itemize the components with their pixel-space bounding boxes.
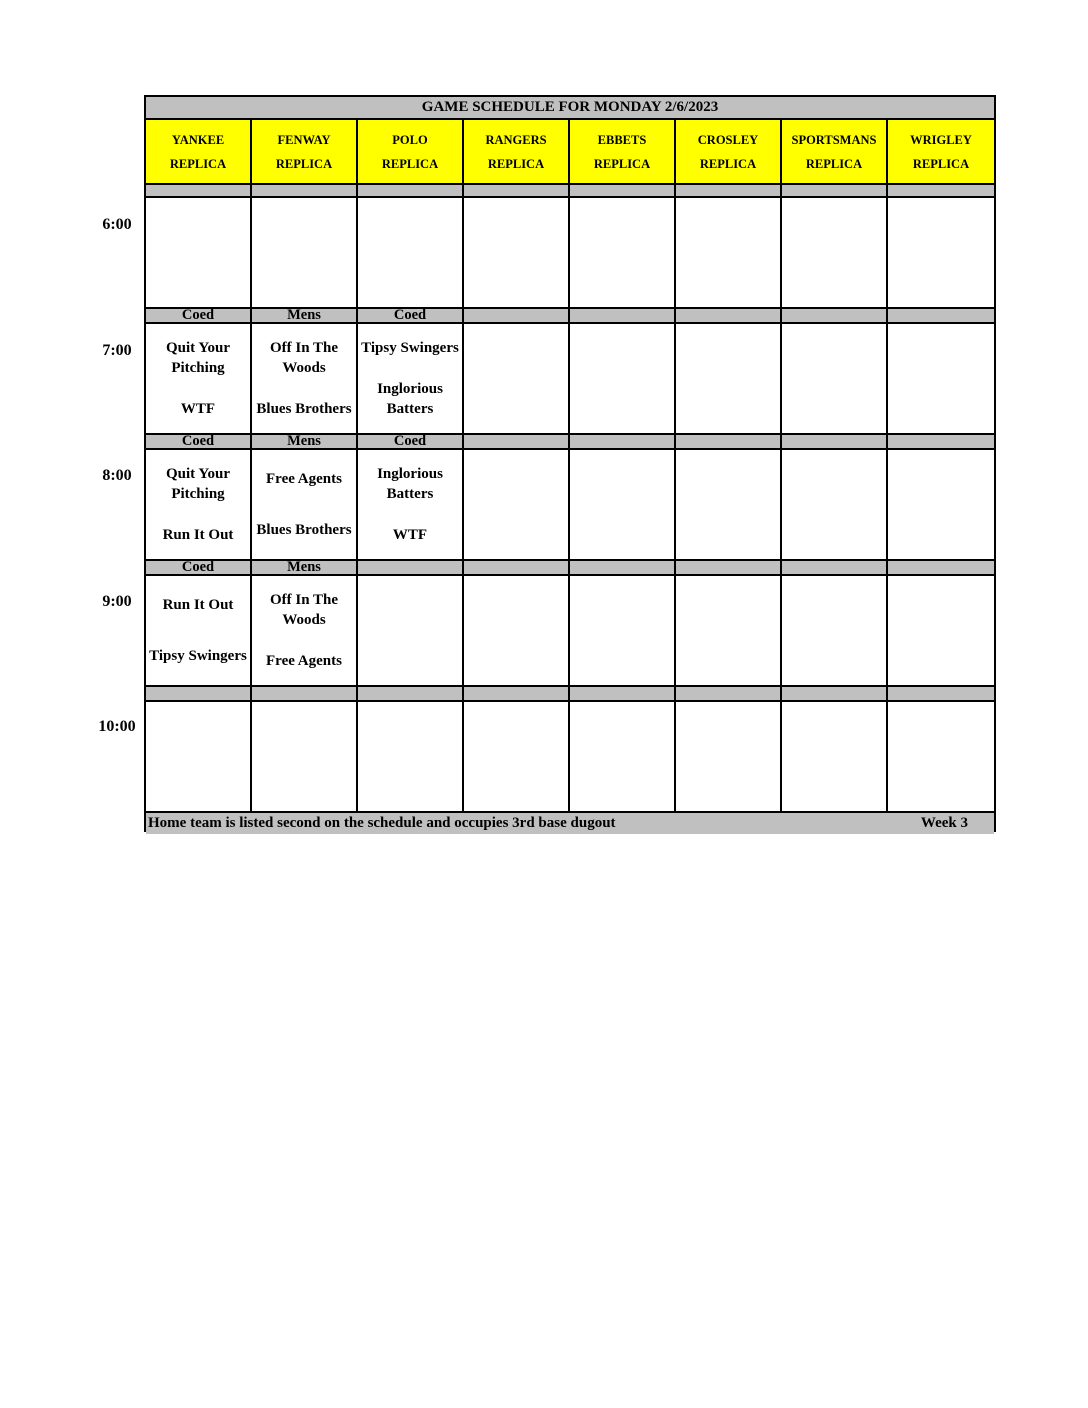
time-label: 7:00 bbox=[102, 342, 132, 359]
visiting-team: Free Agents bbox=[266, 471, 342, 488]
division-label bbox=[676, 183, 782, 198]
field-header bbox=[146, 120, 252, 183]
field-subtitle: REPLICA bbox=[381, 156, 439, 171]
game-cell bbox=[252, 576, 358, 685]
visiting-team: Quit Your Pitching bbox=[165, 466, 231, 503]
time-label: 10:00 bbox=[98, 718, 136, 735]
game-cell bbox=[676, 450, 782, 559]
home-team: WTF bbox=[180, 400, 216, 417]
game-cell bbox=[888, 450, 994, 559]
field-name: POLO bbox=[392, 132, 428, 147]
division-label bbox=[146, 685, 252, 702]
field-subtitle: REPLICA bbox=[593, 156, 651, 171]
division-label bbox=[464, 433, 570, 450]
division-label bbox=[888, 433, 994, 450]
game-cell bbox=[358, 576, 464, 685]
schedule-table bbox=[144, 95, 996, 832]
game-cell bbox=[676, 702, 782, 811]
game-cell bbox=[676, 198, 782, 307]
week-label: Week 3 bbox=[920, 815, 968, 831]
game-cell bbox=[888, 576, 994, 685]
game-cell bbox=[358, 702, 464, 811]
game-cell bbox=[782, 702, 888, 811]
game-cell bbox=[358, 324, 464, 433]
game-cell bbox=[146, 324, 252, 433]
game-cell bbox=[888, 324, 994, 433]
field-subtitle: REPLICA bbox=[805, 156, 863, 171]
home-team: Run It Out bbox=[162, 526, 234, 543]
division-label bbox=[464, 307, 570, 324]
visiting-team: Inglorious Batters bbox=[377, 466, 443, 503]
division-label bbox=[570, 183, 676, 198]
division-label bbox=[888, 307, 994, 324]
division-label: Coed bbox=[358, 307, 464, 324]
home-team: Blues Brothers bbox=[256, 521, 352, 538]
time-label: 9:00 bbox=[102, 593, 132, 610]
game-cell bbox=[782, 450, 888, 559]
division-label bbox=[888, 559, 994, 576]
field-subtitle: REPLICA bbox=[912, 156, 970, 171]
game-cell bbox=[570, 450, 676, 559]
field-header bbox=[464, 120, 570, 183]
field-name: WRIGLEY bbox=[910, 132, 972, 147]
game-cell bbox=[464, 198, 570, 307]
division-label bbox=[570, 307, 676, 324]
visiting-team: Off In The Woods bbox=[269, 592, 339, 629]
game-cell bbox=[146, 198, 252, 307]
visiting-team: Quit Your Pitching bbox=[165, 340, 231, 377]
game-cell bbox=[782, 576, 888, 685]
division-label bbox=[252, 685, 358, 702]
division-label: Coed bbox=[146, 307, 252, 324]
field-header bbox=[570, 120, 676, 183]
division-label bbox=[570, 559, 676, 576]
field-name: FENWAY bbox=[277, 132, 331, 147]
game-cell bbox=[464, 702, 570, 811]
home-team: Tipsy Swingers bbox=[149, 647, 247, 664]
visiting-team: Off In The Woods bbox=[269, 340, 339, 377]
field-header bbox=[888, 120, 994, 183]
home-team: Free Agents bbox=[266, 652, 342, 669]
division-label bbox=[570, 433, 676, 450]
home-team: Inglorious Batters bbox=[377, 380, 443, 417]
division-label bbox=[782, 183, 888, 198]
division-label bbox=[782, 559, 888, 576]
division-label bbox=[358, 559, 464, 576]
game-cell bbox=[570, 702, 676, 811]
division-label bbox=[464, 183, 570, 198]
division-label bbox=[464, 559, 570, 576]
division-label bbox=[782, 685, 888, 702]
division-label: Coed bbox=[358, 433, 464, 450]
game-cell bbox=[252, 450, 358, 559]
home-team: Blues Brothers bbox=[256, 400, 352, 417]
game-cell bbox=[676, 576, 782, 685]
game-cell bbox=[888, 198, 994, 307]
time-label: 8:00 bbox=[102, 467, 132, 484]
game-cell bbox=[570, 198, 676, 307]
game-cell bbox=[146, 450, 252, 559]
game-cell bbox=[888, 702, 994, 811]
field-header bbox=[358, 120, 464, 183]
game-cell bbox=[358, 198, 464, 307]
division-label: Mens bbox=[252, 559, 358, 576]
game-cell bbox=[676, 324, 782, 433]
division-label bbox=[358, 685, 464, 702]
field-name: EBBETS bbox=[597, 132, 647, 147]
division-label: Coed bbox=[146, 433, 252, 450]
schedule-footer bbox=[146, 811, 994, 834]
field-subtitle: REPLICA bbox=[699, 156, 757, 171]
division-label bbox=[676, 559, 782, 576]
game-cell bbox=[570, 576, 676, 685]
visiting-team: Tipsy Swingers bbox=[361, 340, 459, 357]
home-team: WTF bbox=[392, 526, 428, 543]
division-label bbox=[252, 183, 358, 198]
game-cell bbox=[146, 702, 252, 811]
division-label bbox=[676, 433, 782, 450]
field-header bbox=[782, 120, 888, 183]
division-label: Mens bbox=[252, 307, 358, 324]
game-cell bbox=[252, 198, 358, 307]
division-label bbox=[676, 307, 782, 324]
division-label: Mens bbox=[252, 433, 358, 450]
field-name: RANGERS bbox=[485, 132, 547, 147]
field-name: CROSLEY bbox=[697, 132, 759, 147]
division-label bbox=[782, 433, 888, 450]
field-name: SPORTSMANS bbox=[791, 132, 877, 147]
division-label bbox=[676, 685, 782, 702]
footer-note: Home team is listed second on the schedule and occupies 3rd base dugout bbox=[148, 815, 616, 831]
game-cell bbox=[252, 324, 358, 433]
field-subtitle: REPLICA bbox=[169, 156, 227, 171]
division-label bbox=[888, 183, 994, 198]
division-label bbox=[782, 307, 888, 324]
game-cell bbox=[464, 450, 570, 559]
time-label: 6:00 bbox=[102, 216, 132, 233]
division-label bbox=[888, 685, 994, 702]
division-label: Coed bbox=[146, 559, 252, 576]
division-label bbox=[358, 183, 464, 198]
visiting-team: Run It Out bbox=[162, 597, 234, 614]
division-label bbox=[570, 685, 676, 702]
division-label bbox=[464, 685, 570, 702]
game-cell bbox=[570, 324, 676, 433]
division-label bbox=[146, 183, 252, 198]
game-cell bbox=[464, 324, 570, 433]
field-header bbox=[676, 120, 782, 183]
game-cell bbox=[464, 576, 570, 685]
game-cell bbox=[782, 324, 888, 433]
field-name: YANKEE bbox=[171, 132, 225, 147]
schedule-title: GAME SCHEDULE FOR MONDAY 2/6/2023 bbox=[146, 97, 994, 120]
game-cell bbox=[358, 450, 464, 559]
field-header bbox=[252, 120, 358, 183]
field-subtitle: REPLICA bbox=[275, 156, 333, 171]
field-subtitle: REPLICA bbox=[487, 156, 545, 171]
game-cell bbox=[782, 198, 888, 307]
game-cell bbox=[146, 576, 252, 685]
game-cell bbox=[252, 702, 358, 811]
